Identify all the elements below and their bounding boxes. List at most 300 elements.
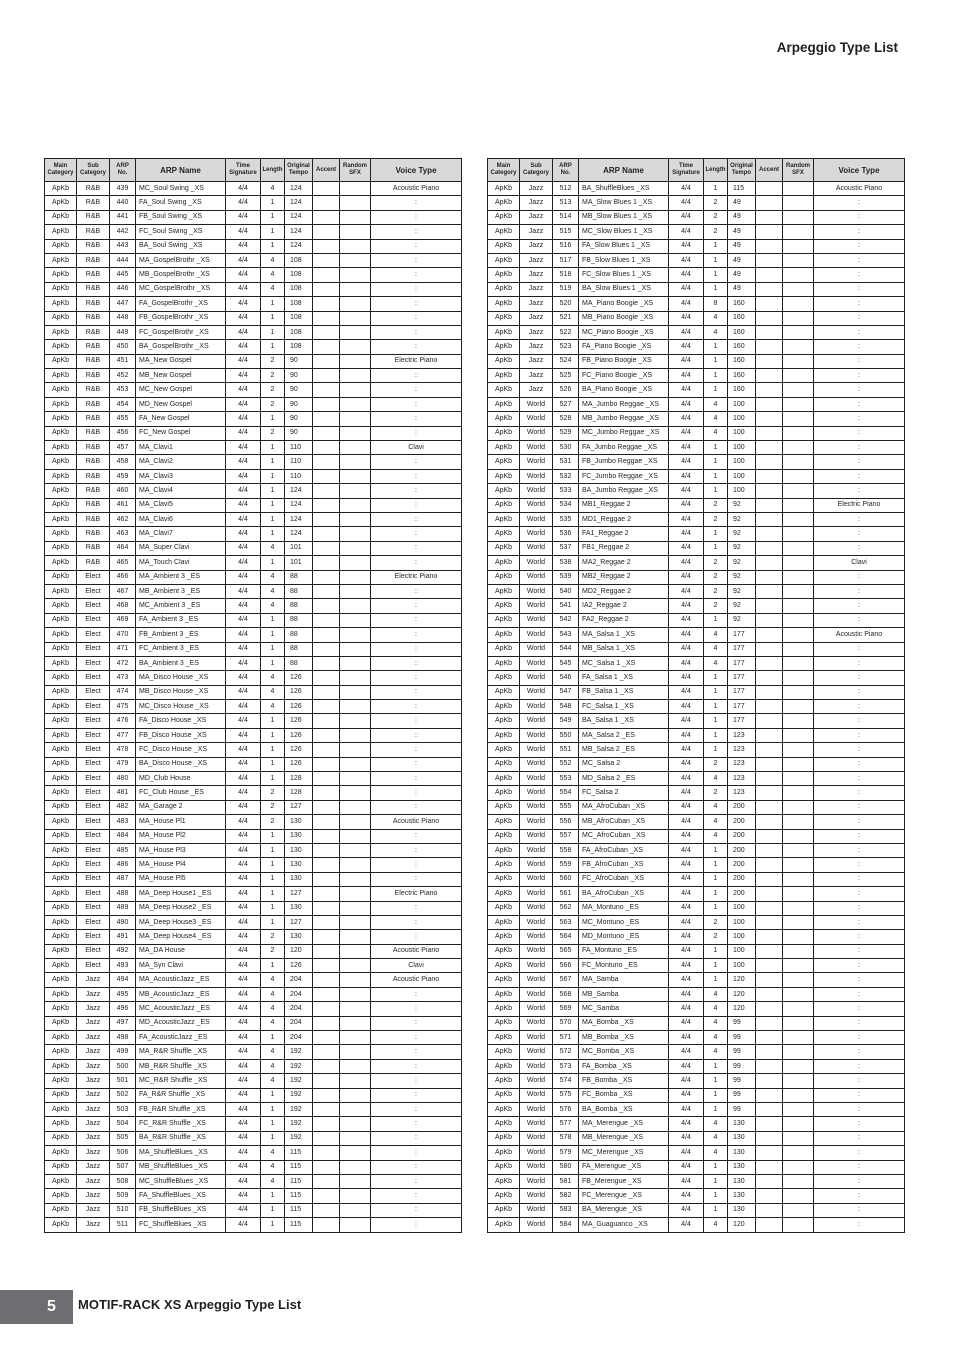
length-cell: 1 — [704, 714, 728, 728]
time-signature-cell: 4/4 — [669, 383, 704, 397]
tempo-cell: 49 — [728, 225, 756, 239]
table-row — [45, 1016, 462, 1030]
voice-type-cell: : — [814, 599, 905, 613]
arp-name-cell: FC_Slow Blues 1 _XS — [579, 268, 669, 282]
table-row — [45, 397, 462, 411]
main-category-cell: ApKb — [45, 743, 77, 757]
length-cell: 4 — [704, 800, 728, 814]
main-category-cell: ApKb — [488, 282, 520, 296]
accent-cell — [756, 671, 783, 685]
tempo-cell: 100 — [728, 484, 756, 498]
main-category-cell: ApKb — [488, 930, 520, 944]
arp-number-cell: 463 — [110, 527, 136, 541]
tempo-cell: 49 — [728, 282, 756, 296]
main-category-cell: ApKb — [488, 685, 520, 699]
length-cell: 4 — [704, 412, 728, 426]
random-sfx-cell — [783, 1002, 814, 1016]
length-cell: 2 — [704, 225, 728, 239]
tempo-cell: 49 — [728, 253, 756, 267]
table-row — [45, 628, 462, 642]
voice-type-cell: : — [371, 268, 462, 282]
length-cell: 1 — [704, 1160, 728, 1174]
sub-category-cell: World — [520, 1002, 553, 1016]
time-signature-cell: 4/4 — [669, 1146, 704, 1160]
arp-number-cell: 493 — [110, 959, 136, 973]
main-category-cell: ApKb — [45, 397, 77, 411]
voice-type-cell: : — [814, 1203, 905, 1217]
arp-number-cell: 479 — [110, 757, 136, 771]
accent-cell — [756, 628, 783, 642]
tempo-cell: 49 — [728, 196, 756, 210]
arp-name-cell: BA_Disco House _XS — [136, 757, 226, 771]
random-sfx-cell — [340, 872, 371, 886]
tempo-cell: 92 — [728, 570, 756, 584]
random-sfx-cell — [783, 1146, 814, 1160]
time-signature-cell: 4/4 — [669, 268, 704, 282]
random-sfx-cell — [783, 887, 814, 901]
time-signature-cell: 4/4 — [226, 253, 261, 267]
voice-type-cell: : — [371, 915, 462, 929]
random-sfx-cell — [783, 815, 814, 829]
arp-number-cell: 570 — [553, 1016, 579, 1030]
column-header: Sub Category — [520, 159, 553, 182]
table-row — [488, 412, 905, 426]
length-cell: 1 — [261, 469, 285, 483]
sub-category-cell: R&B — [77, 340, 110, 354]
voice-type-cell: : — [371, 1218, 462, 1232]
main-category-cell: ApKb — [488, 584, 520, 598]
column-header: Random SFX — [783, 159, 814, 182]
length-cell: 4 — [704, 815, 728, 829]
arp-name-cell: FB_Merengue _XS — [579, 1174, 669, 1188]
random-sfx-cell — [340, 556, 371, 570]
accent-cell — [756, 584, 783, 598]
arp-number-cell: 453 — [110, 383, 136, 397]
random-sfx-cell — [783, 354, 814, 368]
arp-name-cell: MA_R&R Shuffle _XS — [136, 1045, 226, 1059]
arp-name-cell: FB1_Reggae 2 — [579, 541, 669, 555]
sub-category-cell: Jazz — [77, 1146, 110, 1160]
voice-type-cell: : — [814, 1045, 905, 1059]
voice-type-cell: Acoustic Piano — [371, 944, 462, 958]
table-row — [488, 930, 905, 944]
table-row — [45, 239, 462, 253]
random-sfx-cell — [783, 757, 814, 771]
tempo-cell: 90 — [285, 426, 313, 440]
table-row — [488, 441, 905, 455]
time-signature-cell: 4/4 — [226, 1203, 261, 1217]
tempo-cell: 130 — [285, 829, 313, 843]
voice-type-cell: : — [371, 757, 462, 771]
random-sfx-cell — [340, 973, 371, 987]
tempo-cell: 124 — [285, 527, 313, 541]
time-signature-cell: 4/4 — [669, 369, 704, 383]
main-category-cell: ApKb — [45, 412, 77, 426]
arp-name-cell: MC_AfroCuban _XS — [579, 829, 669, 843]
voice-type-cell: : — [371, 656, 462, 670]
random-sfx-cell — [340, 1160, 371, 1174]
table-row — [45, 455, 462, 469]
main-category-cell: ApKb — [45, 325, 77, 339]
voice-type-cell: : — [814, 441, 905, 455]
time-signature-cell: 4/4 — [669, 786, 704, 800]
arp-name-cell: MA_Clavi6 — [136, 512, 226, 526]
arp-name-cell: BA_ShuffleBlues _XS — [579, 182, 669, 196]
accent-cell — [313, 354, 340, 368]
sub-category-cell: Elect — [77, 800, 110, 814]
arp-number-cell: 497 — [110, 1016, 136, 1030]
length-cell: 1 — [704, 728, 728, 742]
arp-name-cell: MA_Super Clavi — [136, 541, 226, 555]
main-category-cell: ApKb — [45, 584, 77, 598]
length-cell: 1 — [261, 642, 285, 656]
time-signature-cell: 4/4 — [226, 858, 261, 872]
arp-number-cell: 481 — [110, 786, 136, 800]
length-cell: 2 — [704, 915, 728, 929]
tempo-cell: 160 — [728, 311, 756, 325]
arp-number-cell: 518 — [553, 268, 579, 282]
arp-name-cell: MA_Clavi1 — [136, 441, 226, 455]
voice-type-cell: : — [814, 915, 905, 929]
main-category-cell: ApKb — [45, 642, 77, 656]
random-sfx-cell — [340, 685, 371, 699]
sub-category-cell: Elect — [77, 901, 110, 915]
length-cell: 4 — [704, 656, 728, 670]
voice-type-cell: : — [371, 541, 462, 555]
main-category-cell: ApKb — [488, 1131, 520, 1145]
accent-cell — [313, 498, 340, 512]
accent-cell — [313, 325, 340, 339]
arp-name-cell: MA_Deep House2 _ES — [136, 901, 226, 915]
arp-number-cell: 527 — [553, 397, 579, 411]
arp-name-cell: MA_Deep House3 _ES — [136, 915, 226, 929]
time-signature-cell: 4/4 — [226, 887, 261, 901]
main-category-cell: ApKb — [45, 685, 77, 699]
footer-title: MOTIF-RACK XS Arpeggio Type List — [78, 1297, 302, 1312]
length-cell: 8 — [704, 297, 728, 311]
arp-name-cell: BA_Soul Swing _XS — [136, 239, 226, 253]
arp-name-cell: MA_Montuno _ES — [579, 901, 669, 915]
sub-category-cell: World — [520, 1203, 553, 1217]
table-row — [45, 930, 462, 944]
sub-category-cell: R&B — [77, 498, 110, 512]
main-category-cell: ApKb — [488, 757, 520, 771]
main-category-cell: ApKb — [45, 441, 77, 455]
accent-cell — [756, 959, 783, 973]
table-row — [45, 772, 462, 786]
accent-cell — [313, 656, 340, 670]
main-category-cell: ApKb — [45, 512, 77, 526]
voice-type-cell: : — [371, 642, 462, 656]
arp-name-cell: BA_R&R Shuffle _XS — [136, 1131, 226, 1145]
voice-type-cell: : — [371, 1002, 462, 1016]
table-row — [45, 656, 462, 670]
random-sfx-cell — [340, 1002, 371, 1016]
length-cell: 4 — [261, 1045, 285, 1059]
main-category-cell: ApKb — [45, 1117, 77, 1131]
length-cell: 1 — [704, 441, 728, 455]
arp-number-cell: 466 — [110, 570, 136, 584]
length-cell: 1 — [261, 484, 285, 498]
accent-cell — [756, 815, 783, 829]
table-row — [488, 628, 905, 642]
arp-number-cell: 541 — [553, 599, 579, 613]
arp-name-cell: BA_GospelBrothr _XS — [136, 340, 226, 354]
arp-name-cell: MA_Guaguanco _XS — [579, 1218, 669, 1232]
sub-category-cell: World — [520, 1189, 553, 1203]
random-sfx-cell — [783, 1016, 814, 1030]
tempo-cell: 177 — [728, 685, 756, 699]
table-row — [488, 642, 905, 656]
arp-number-cell: 525 — [553, 369, 579, 383]
column-header: Original Tempo — [728, 159, 756, 182]
arp-name-cell: MB_Jumbo Reggae _XS — [579, 412, 669, 426]
table-row — [488, 1131, 905, 1145]
random-sfx-cell — [340, 210, 371, 224]
voice-type-cell: : — [371, 1160, 462, 1174]
accent-cell — [756, 1002, 783, 1016]
main-category-cell: ApKb — [488, 1088, 520, 1102]
tempo-cell: 130 — [285, 930, 313, 944]
random-sfx-cell — [340, 1218, 371, 1232]
main-category-cell: ApKb — [488, 196, 520, 210]
column-header: ARP No. — [553, 159, 579, 182]
time-signature-cell: 4/4 — [226, 728, 261, 742]
length-cell: 1 — [704, 843, 728, 857]
main-category-cell: ApKb — [45, 1074, 77, 1088]
voice-type-cell: : — [814, 815, 905, 829]
main-category-cell: ApKb — [45, 843, 77, 857]
tempo-cell: 127 — [285, 887, 313, 901]
voice-type-cell: : — [371, 843, 462, 857]
main-category-cell: ApKb — [45, 815, 77, 829]
table-row — [45, 282, 462, 296]
accent-cell — [313, 858, 340, 872]
main-category-cell: ApKb — [45, 196, 77, 210]
time-signature-cell: 4/4 — [669, 944, 704, 958]
voice-type-cell: : — [814, 484, 905, 498]
main-category-cell: ApKb — [488, 959, 520, 973]
accent-cell — [313, 628, 340, 642]
arp-number-cell: 552 — [553, 757, 579, 771]
length-cell: 1 — [704, 1088, 728, 1102]
length-cell: 2 — [704, 498, 728, 512]
random-sfx-cell — [340, 700, 371, 714]
arp-name-cell: MA2_Reggae 2 — [579, 556, 669, 570]
accent-cell — [313, 987, 340, 1001]
table-row — [488, 584, 905, 598]
arp-name-cell: MC_AcousticJazz _ES — [136, 1002, 226, 1016]
time-signature-cell: 4/4 — [669, 455, 704, 469]
sub-category-cell: Elect — [77, 815, 110, 829]
arp-name-cell: FA1_Reggae 2 — [579, 527, 669, 541]
arp-number-cell: 441 — [110, 210, 136, 224]
arp-number-cell: 474 — [110, 685, 136, 699]
main-category-cell: ApKb — [488, 253, 520, 267]
table-row — [488, 1059, 905, 1073]
random-sfx-cell — [783, 642, 814, 656]
accent-cell — [756, 1016, 783, 1030]
tempo-cell: 130 — [285, 901, 313, 915]
arp-number-cell: 583 — [553, 1203, 579, 1217]
table-row — [488, 498, 905, 512]
length-cell: 1 — [261, 512, 285, 526]
time-signature-cell: 4/4 — [226, 325, 261, 339]
arp-name-cell: MB2_Reggae 2 — [579, 570, 669, 584]
length-cell: 2 — [261, 383, 285, 397]
length-cell: 4 — [261, 973, 285, 987]
sub-category-cell: World — [520, 1160, 553, 1174]
random-sfx-cell — [783, 700, 814, 714]
time-signature-cell: 4/4 — [226, 700, 261, 714]
random-sfx-cell — [340, 1117, 371, 1131]
sub-category-cell: Elect — [77, 959, 110, 973]
length-cell: 1 — [704, 1059, 728, 1073]
length-cell: 2 — [261, 800, 285, 814]
voice-type-cell: : — [814, 1002, 905, 1016]
table-row — [45, 987, 462, 1001]
time-signature-cell: 4/4 — [226, 1002, 261, 1016]
length-cell: 1 — [261, 714, 285, 728]
length-cell: 1 — [261, 1131, 285, 1145]
random-sfx-cell — [783, 455, 814, 469]
main-category-cell: ApKb — [488, 628, 520, 642]
random-sfx-cell — [783, 901, 814, 915]
length-cell: 4 — [261, 1016, 285, 1030]
arp-number-cell: 556 — [553, 815, 579, 829]
sub-category-cell: Elect — [77, 757, 110, 771]
main-category-cell: ApKb — [488, 728, 520, 742]
length-cell: 4 — [261, 584, 285, 598]
accent-cell — [313, 469, 340, 483]
arp-number-cell: 456 — [110, 426, 136, 440]
tempo-cell: 110 — [285, 455, 313, 469]
table-row — [488, 599, 905, 613]
arp-name-cell: FB_Slow Blues 1 _XS — [579, 253, 669, 267]
sub-category-cell: World — [520, 800, 553, 814]
arp-name-cell: MA_New Gospel — [136, 354, 226, 368]
accent-cell — [313, 268, 340, 282]
accent-cell — [313, 815, 340, 829]
arp-name-cell: MA_Salsa 2 _ES — [579, 728, 669, 742]
random-sfx-cell — [340, 757, 371, 771]
voice-type-cell: : — [814, 340, 905, 354]
time-signature-cell: 4/4 — [226, 613, 261, 627]
tempo-cell: 108 — [285, 282, 313, 296]
time-signature-cell: 4/4 — [226, 1189, 261, 1203]
accent-cell — [756, 930, 783, 944]
voice-type-cell: : — [814, 959, 905, 973]
tempo-cell: 92 — [728, 556, 756, 570]
accent-cell — [756, 599, 783, 613]
arp-number-cell: 461 — [110, 498, 136, 512]
length-cell: 2 — [704, 196, 728, 210]
time-signature-cell: 4/4 — [669, 1016, 704, 1030]
arp-name-cell: MB_Salsa 1 _XS — [579, 642, 669, 656]
length-cell: 4 — [261, 987, 285, 1001]
arp-name-cell: FA_Bomba _XS — [579, 1059, 669, 1073]
tempo-cell: 120 — [728, 973, 756, 987]
main-category-cell: ApKb — [488, 1203, 520, 1217]
tempo-cell: 130 — [285, 858, 313, 872]
sub-category-cell: Elect — [77, 872, 110, 886]
time-signature-cell: 4/4 — [669, 210, 704, 224]
time-signature-cell: 4/4 — [669, 297, 704, 311]
arp-name-cell: MA_Clavi3 — [136, 469, 226, 483]
tempo-cell: 115 — [285, 1218, 313, 1232]
accent-cell — [313, 786, 340, 800]
length-cell: 1 — [704, 1189, 728, 1203]
arp-name-cell: FC_Jumbo Reggae _XS — [579, 469, 669, 483]
arp-number-cell: 504 — [110, 1117, 136, 1131]
random-sfx-cell — [340, 642, 371, 656]
tempo-cell: 92 — [728, 512, 756, 526]
length-cell: 1 — [261, 829, 285, 843]
random-sfx-cell — [340, 714, 371, 728]
random-sfx-cell — [340, 599, 371, 613]
tempo-cell: 126 — [285, 700, 313, 714]
accent-cell — [756, 282, 783, 296]
sub-category-cell: World — [520, 930, 553, 944]
voice-type-cell: : — [371, 671, 462, 685]
tempo-cell: 92 — [728, 584, 756, 598]
main-category-cell: ApKb — [45, 872, 77, 886]
sub-category-cell: R&B — [77, 210, 110, 224]
random-sfx-cell — [783, 1117, 814, 1131]
random-sfx-cell — [340, 1174, 371, 1188]
arp-number-cell: 503 — [110, 1103, 136, 1117]
arp-number-cell: 521 — [553, 311, 579, 325]
arp-number-cell: 581 — [553, 1174, 579, 1188]
length-cell: 1 — [261, 628, 285, 642]
random-sfx-cell — [783, 556, 814, 570]
time-signature-cell: 4/4 — [226, 743, 261, 757]
voice-type-cell: : — [814, 1074, 905, 1088]
sub-category-cell: World — [520, 1103, 553, 1117]
random-sfx-cell — [340, 297, 371, 311]
column-header: Original Tempo — [285, 159, 313, 182]
random-sfx-cell — [783, 772, 814, 786]
random-sfx-cell — [340, 901, 371, 915]
time-signature-cell: 4/4 — [669, 613, 704, 627]
tempo-cell: 108 — [285, 311, 313, 325]
length-cell: 1 — [704, 685, 728, 699]
main-category-cell: ApKb — [488, 1059, 520, 1073]
tempo-cell: 177 — [728, 642, 756, 656]
main-category-cell: ApKb — [45, 599, 77, 613]
arp-name-cell: MB_GospelBrothr _XS — [136, 268, 226, 282]
arp-name-cell: MA_Bomba _XS — [579, 1016, 669, 1030]
sub-category-cell: R&B — [77, 311, 110, 325]
sub-category-cell: World — [520, 397, 553, 411]
length-cell: 4 — [261, 570, 285, 584]
main-category-cell: ApKb — [45, 714, 77, 728]
main-category-cell: ApKb — [45, 182, 77, 196]
arp-name-cell: MA_AfroCuban _XS — [579, 800, 669, 814]
length-cell: 4 — [261, 700, 285, 714]
accent-cell — [313, 441, 340, 455]
voice-type-cell: : — [371, 512, 462, 526]
random-sfx-cell — [340, 858, 371, 872]
main-category-cell: ApKb — [45, 700, 77, 714]
main-category-cell: ApKb — [488, 527, 520, 541]
sub-category-cell: World — [520, 944, 553, 958]
sub-category-cell: World — [520, 829, 553, 843]
time-signature-cell: 4/4 — [669, 930, 704, 944]
tempo-cell: 126 — [285, 671, 313, 685]
main-category-cell: ApKb — [45, 311, 77, 325]
random-sfx-cell — [340, 354, 371, 368]
